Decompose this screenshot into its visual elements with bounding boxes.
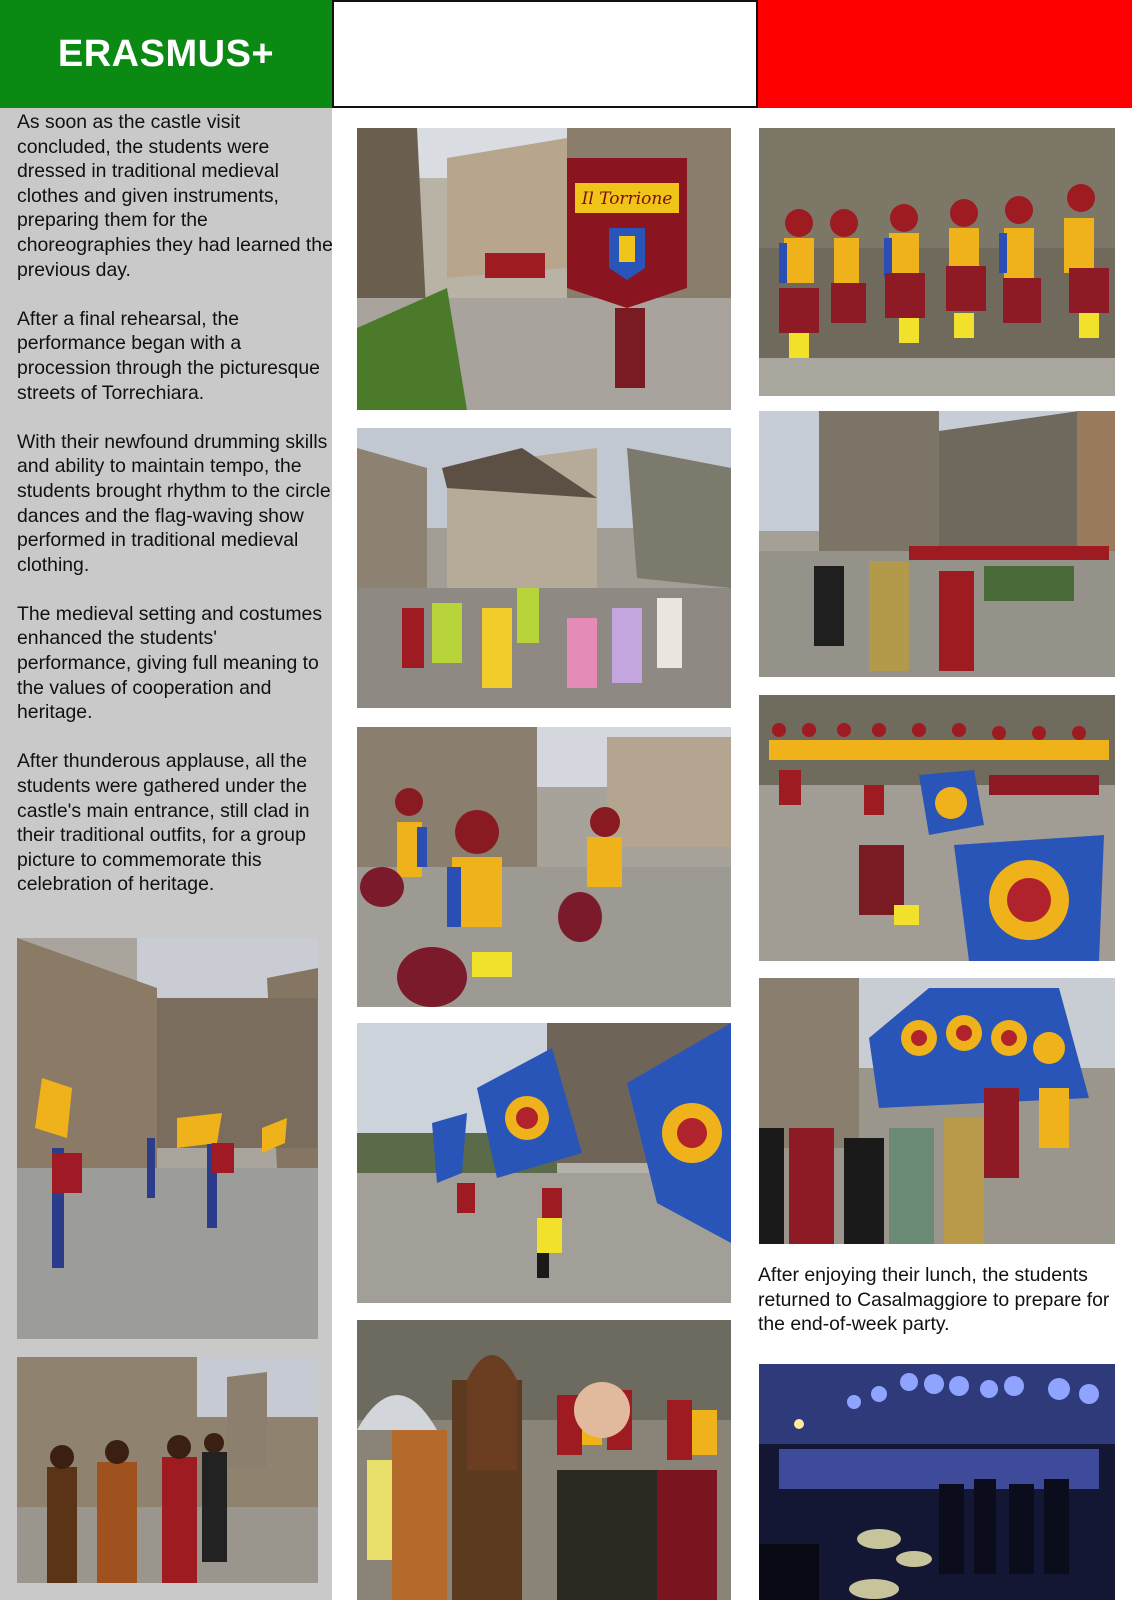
photo-kneeling-flags: [759, 695, 1115, 961]
banner-lettering: Il Torrione: [581, 189, 673, 209]
paragraph: As soon as the castle visit concluded, the students were dressed in traditional medieval clothes and given instruments, preparing them for the choreographies they had learned the previous day.: [17, 111, 333, 281]
paragraph: After a final rehearsal, the performance began with a procession through the picturesque streets of Torrechiara.: [17, 307, 320, 404]
photo-castle-courtyard: [759, 411, 1115, 677]
photo-drummers-street: [357, 727, 731, 1007]
photo-flag-show: [357, 1023, 731, 1303]
flag-green-band: [0, 0, 332, 108]
paragraph: After thunderous applause, all the students were gathered under the castle's main entrance, still clad in their traditional outfits, for a group picture to commemorate this celebration of heritage.: [17, 750, 310, 896]
photo-flag-crowd: [759, 978, 1115, 1244]
photo-evening-party: [759, 1364, 1115, 1600]
photo-girls-in-gowns: [17, 1357, 318, 1583]
flag-red-band: [758, 0, 1132, 108]
page-title: ERASMUS+: [57, 32, 275, 75]
paragraph: With their newfound drumming skills and ability to maintain tempo, the students brought rhythm to the circle dances and the flag-waving show performed in traditional medieval clothing.: [17, 430, 331, 576]
paragraph: The medieval setting and costumes enhanced the students' performance, giving full meaning to the values of cooperation and heritage.: [17, 602, 323, 724]
photo-flag-wavers-street: [17, 938, 318, 1339]
article-text: [17, 110, 333, 922]
flag-white-band: [332, 0, 758, 108]
lunch-caption: After enjoying their lunch, the students returned to Casalmaggiore to prepare for the end-of-week party.: [758, 1264, 1110, 1336]
photo-circle-dance: [357, 428, 731, 708]
photo-drummers-line: [759, 128, 1115, 396]
photo-procession-banner: [357, 128, 731, 410]
photo-group-costumes: [357, 1320, 731, 1600]
